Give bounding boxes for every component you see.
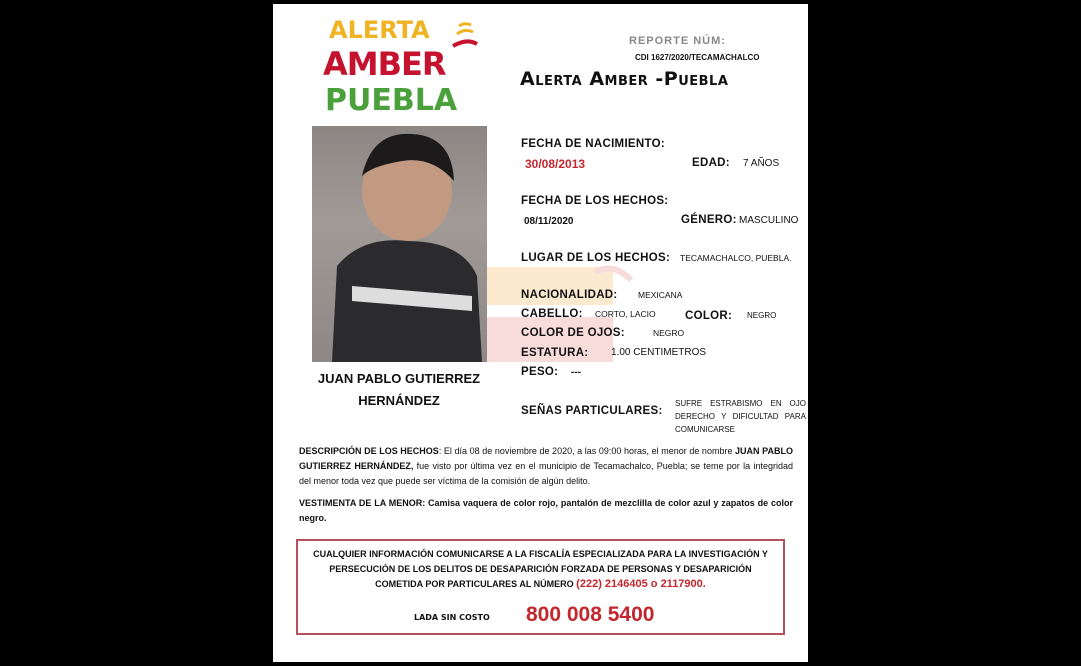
fecha-nacimiento-value: 30/08/2013 — [525, 157, 586, 171]
alert-poster — [273, 4, 808, 662]
logo-line-2: AMBER — [323, 45, 446, 83]
estatura-label: ESTATURA: — [521, 347, 589, 359]
edad-value: 7 AÑOS — [743, 158, 780, 169]
lugar-value: TECAMACHALCO, PUEBLA. — [680, 253, 792, 263]
color-value: NEGRO — [747, 311, 777, 320]
fecha-hechos-value: 08/11/2020 — [524, 216, 574, 227]
nacionalidad-label: NACIONALIDAD: — [521, 289, 618, 301]
fecha-nacimiento-label: FECHA DE NACIMIENTO: — [521, 138, 665, 150]
alerta-amber-logo — [321, 18, 481, 122]
name-line-1: JUAN PABLO GUTIERREZ — [317, 371, 481, 386]
cabello-value: CORTO, LACIO — [595, 309, 656, 319]
child-photo — [312, 126, 487, 362]
genero-value: MASCULINO — [739, 215, 799, 226]
edad-label: EDAD: — [692, 157, 730, 169]
name-line-2: HERNÁNDEZ — [358, 393, 440, 408]
descripcion-name: JUAN PABLO GUTIERREZ HERNÁNDEZ, — [299, 446, 793, 471]
genero-label: GÉNERO: — [681, 214, 737, 226]
peso-label: PESO: — [521, 366, 559, 378]
ojos-label: COLOR DE OJOS: — [521, 327, 625, 339]
signal-waves-icon — [449, 20, 479, 50]
cabello-label: CABELLO: — [521, 308, 583, 320]
color-label: COLOR: — [685, 310, 733, 322]
contact-text: CUALQUIER INFORMACIÓN COMUNICARSE A LA FISCALÍA ESPECIALIZADA PARA LA INVESTIGACIÓN Y PERSECUCIÓN DE LOS DELITOS DE DESAPARICIÓN FORZADA DE PERSONAS Y DESAPARICIÓN COMETIDA POR PARTICULARES AL NÚMERO — [313, 549, 768, 589]
ojos-value: NEGRO — [653, 328, 685, 338]
peso-value: --- — [571, 367, 581, 378]
child-name — [303, 368, 495, 412]
senas-label: SEÑAS PARTICULARES: — [521, 405, 663, 417]
contact-box — [296, 539, 785, 635]
nacionalidad-value: MEXICANA — [638, 290, 683, 300]
descripcion-text-1: : El día 08 de noviembre de 2020, a las 09:00 horas, el menor de nombre — [438, 446, 736, 456]
contact-phones: (222) 2146405 o 2117900. — [576, 578, 706, 590]
descripcion-label: DESCRIPCIÓN DE LOS HECHOS — [299, 446, 439, 456]
lada-number: 800 008 5400 — [526, 603, 655, 626]
logo-line-1: ALERTA — [329, 16, 430, 44]
reporte-label: REPORTE NÚM: — [629, 35, 726, 47]
lada-label: LADA SIN COSTO — [414, 613, 490, 622]
page-title: Alerta Amber -Puebla — [520, 68, 729, 90]
reporte-number: CDI 1627/2020/TECAMACHALCO — [635, 53, 760, 62]
fecha-hechos-label: FECHA DE LOS HECHOS: — [521, 195, 669, 207]
senas-value: SUFRE ESTRABISMO EN OJO DERECHO Y DIFICULTAD PARA COMUNICARSE — [675, 399, 806, 434]
lugar-label: LUGAR DE LOS HECHOS: — [521, 252, 671, 264]
logo-line-3: PUEBLA — [325, 83, 458, 118]
vestimenta-text: Camisa vaquera de color rojo, pantalón de mezclilla de color azul y zapatos de color negro. — [299, 498, 793, 523]
vestimenta-paragraph — [299, 496, 793, 526]
descripcion-paragraph — [299, 444, 793, 489]
vestimenta-label: VESTIMENTA DE LA MENOR: — [299, 498, 426, 508]
descripcion-text-2: fue visto por última vez en el municipio de Tecamachalco, Puebla; se teme por la integridad del menor toda vez que puede ser víctima de la comisión de algún delito. — [299, 461, 793, 486]
estatura-value: 1.00 CENTIMETROS — [611, 347, 707, 358]
